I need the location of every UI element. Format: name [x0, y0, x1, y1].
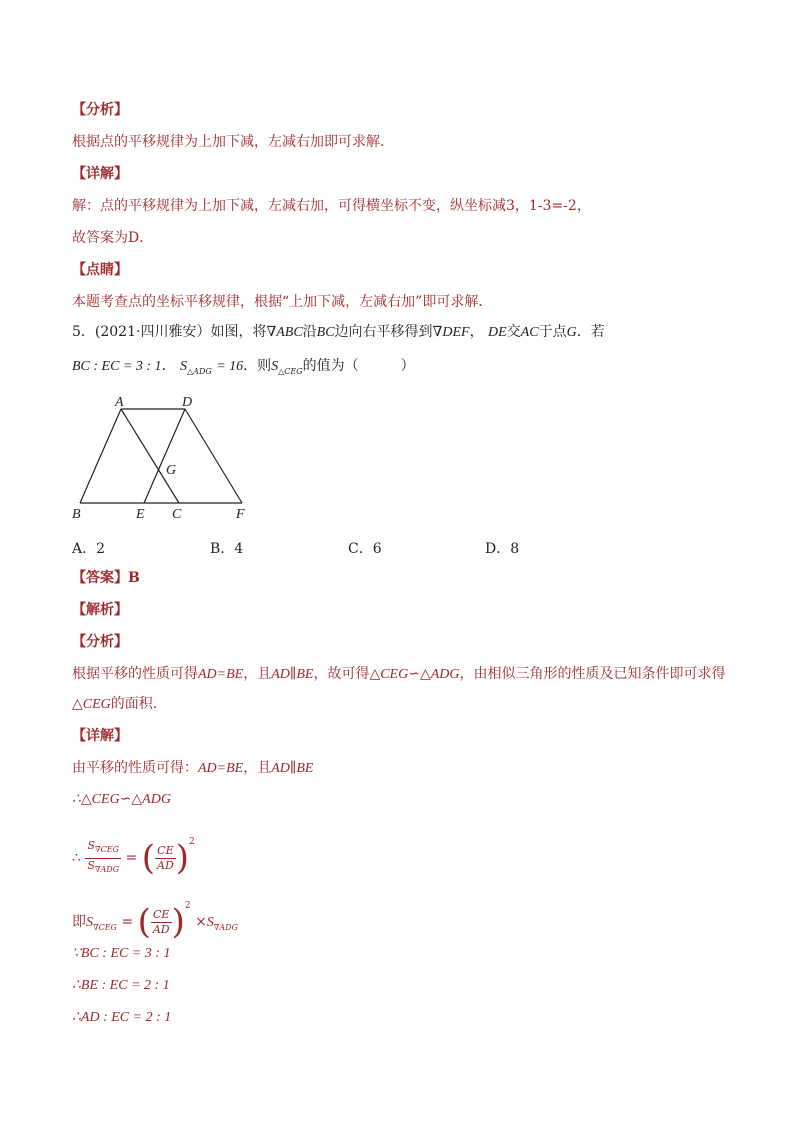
step-7: ∴AD : EC = 2 : 1: [72, 1010, 172, 1025]
question-cross: 交: [506, 324, 521, 340]
question-at: 于点: [538, 324, 567, 340]
step-4: 即$S_{\nabla CEG}$ = ( $\frac{CE}{AD}$ )$^2 \times S_{\nabla ADG}$: [72, 901, 238, 942]
comment-text: 本题考查点的坐标平移规律，根据“上加下减，左减右加”即可求解．: [72, 294, 493, 310]
analysis-text: 根据点的平移规律为上加下减，左减右加即可求解．: [72, 134, 394, 150]
area-ceg-label: S: [271, 359, 279, 374]
question-along: 沿: [302, 324, 317, 340]
step-3: ∴ $\frac{S_{\nabla CEG}}{S_{\nabla ADG}}$ = ( $\frac{CE}{AD}$ )$^2$: [72, 837, 195, 878]
detail-answer: 故答案为D．: [72, 230, 154, 246]
label-e: E: [136, 507, 145, 522]
question-line-2: BC : EC = 3 : 1． $S_{\triangle ADG} = 16$．则$S_{\triangle CEG}$的值为（ ）: [72, 358, 415, 376]
ratio-bc-ec: BC : EC = 3 : 1: [72, 359, 162, 374]
area-adg-value: = 16: [216, 359, 244, 374]
detail-heading: 【详解】: [72, 166, 128, 182]
area-adg-label: S: [180, 359, 188, 374]
step-2: ∴△CEG∽△ADG: [72, 792, 171, 807]
side-ratio-fraction-2: $\frac{CE}{AD}$: [152, 907, 170, 936]
detail2-heading: 【详解】: [72, 728, 128, 744]
label-b: B: [72, 507, 81, 522]
area-adg-subscript: △ADG: [187, 366, 212, 376]
analysis2-text: 根据平移的性质可得AD=BE，且AD∥BE，故可得△CEG∽△ADG，由相似三角形的性质及已知条件即可求得: [72, 666, 726, 682]
question-line-1: [72, 322, 605, 343]
segment-ab-line: [80, 409, 121, 503]
question-prefix: 5．(2021·四川雅安）如图，将: [72, 324, 267, 340]
comment-heading: 【点睛】: [72, 262, 128, 278]
label-g: G: [166, 463, 177, 478]
question-value-of: 的值为（ ）: [302, 358, 415, 374]
parse-heading: 【解析】: [72, 602, 128, 618]
triangle-abc: ∇ABC: [266, 325, 303, 340]
option-d[interactable]: D．8: [485, 541, 520, 557]
detail-text: 解：点的平移规律为上加下减，左减右加，可得横坐标不变，纵坐标减3，1-3=-2，: [72, 198, 591, 214]
step-5: ∵BC : EC = 3 : 1: [72, 946, 171, 961]
triangle-def: ∇DEF: [432, 325, 470, 340]
analysis-heading: 【分析】: [72, 102, 128, 118]
option-b[interactable]: B．4: [210, 541, 244, 557]
step-6: ∴BE : EC = 2 : 1: [72, 978, 170, 993]
option-c[interactable]: C．6: [348, 541, 382, 557]
analysis2-text-cont: △CEG的面积．: [72, 696, 167, 712]
question-comma: ，: [469, 324, 484, 340]
segment-ac: AC: [520, 325, 539, 340]
label-d: D: [182, 395, 193, 410]
area-ceg-subscript: △CEG: [278, 366, 303, 376]
label-f: F: [236, 507, 245, 522]
analysis2-heading: 【分析】: [72, 634, 128, 650]
answer-line: 【答案】B: [72, 570, 140, 586]
question-move: 边向右平移得到: [334, 324, 433, 340]
side-ratio-fraction: $\frac{CE}{AD}$: [157, 843, 174, 872]
label-a: A: [115, 395, 124, 410]
question-if: ．若: [576, 324, 605, 340]
segment-df-line: [185, 409, 242, 503]
question-then: ．则: [243, 358, 272, 374]
step-1: 由平移的性质可得：AD=BE，且AD∥BE: [72, 760, 314, 776]
area-ratio-fraction: $\frac{S_{\nabla CEG}}{S_{\nabla ADG}}$: [87, 839, 120, 874]
point-g: G: [566, 325, 577, 340]
label-c: C: [172, 507, 182, 522]
option-a[interactable]: A．2: [72, 541, 106, 557]
trapezoid-figure: [60, 390, 260, 530]
segment-de: DE: [488, 325, 507, 340]
segment-bc: BC: [316, 325, 335, 340]
